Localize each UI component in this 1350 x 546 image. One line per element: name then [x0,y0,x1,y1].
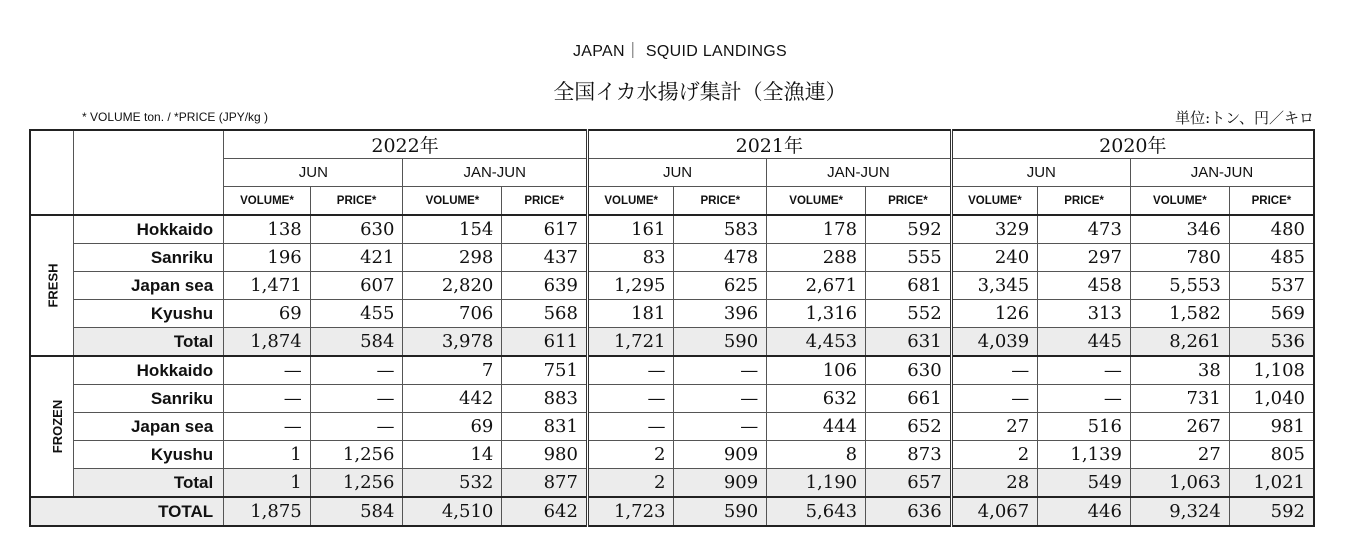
total-row [30,469,1314,498]
volume-cell: 2 [587,469,674,498]
price-cell: — [674,385,767,413]
price-cell: 630 [310,215,403,244]
table-row [30,300,1314,328]
volume-cell: 8,261 [1130,328,1229,357]
volume-cell: 346 [1130,215,1229,244]
price-cell: 446 [1038,497,1131,526]
report-title-ja: 全国イカ水揚げ集計（全漁連） [553,80,847,104]
price-cell: 909 [674,441,767,469]
price-cell: 805 [1229,441,1314,469]
col-volume: VOLUME* [1130,187,1229,216]
period-jun: JUN [951,159,1130,187]
corner-cell [30,130,73,159]
corner-cell [73,130,223,159]
year-2021: 2021年 [587,130,951,159]
volume-cell: 178 [767,215,866,244]
volume-cell: 4,039 [951,328,1038,357]
volume-cell: — [587,385,674,413]
col-price: PRICE* [1038,187,1131,216]
period-jan-jun: JAN-JUN [1130,159,1314,187]
region-label: Japan sea [73,413,223,441]
price-cell: 455 [310,300,403,328]
price-cell: 313 [1038,300,1131,328]
volume-cell: 28 [951,469,1038,498]
region-label: Kyushu [73,441,223,469]
price-cell: 537 [1229,272,1314,300]
price-cell: — [1038,385,1131,413]
price-cell: 569 [1229,300,1314,328]
volume-cell: 1,721 [587,328,674,357]
volume-cell: 181 [587,300,674,328]
price-cell: 751 [502,356,588,385]
price-cell: 617 [502,215,588,244]
price-cell: 568 [502,300,588,328]
volume-cell: 1,063 [1130,469,1229,498]
price-cell: — [674,413,767,441]
price-cell: 1,021 [1229,469,1314,498]
col-price: PRICE* [502,187,588,216]
section-label-frozen [30,356,73,497]
price-cell: 681 [866,272,952,300]
col-price: PRICE* [1229,187,1314,216]
price-cell: 590 [674,497,767,526]
price-cell: 1,108 [1229,356,1314,385]
section-label-text: FRESH [45,263,61,308]
report-title-en: JAPAN｜ SQUID LANDINGS [572,43,788,60]
price-cell: 552 [866,300,952,328]
price-cell: 584 [310,328,403,357]
corner-cell [73,159,223,187]
volume-cell: 9,324 [1130,497,1229,526]
volume-cell: 442 [403,385,502,413]
volume-cell: 1,471 [224,272,311,300]
price-cell: 1,256 [310,441,403,469]
period-jun: JUN [587,159,766,187]
price-cell: — [310,356,403,385]
price-cell: 583 [674,215,767,244]
squid-landings-table [29,129,1315,527]
year-2020: 2020年 [951,130,1314,159]
price-cell: 592 [1229,497,1314,526]
table-row [30,272,1314,300]
region-label: Hokkaido [73,215,223,244]
col-volume: VOLUME* [224,187,311,216]
col-price: PRICE* [674,187,767,216]
volume-cell: 83 [587,244,674,272]
year-header-row [30,130,1314,159]
volume-cell: 240 [951,244,1038,272]
price-cell: 516 [1038,413,1131,441]
volume-cell: 1,295 [587,272,674,300]
volume-cell: — [224,356,311,385]
volume-cell: 1,190 [767,469,866,498]
volume-cell: — [224,413,311,441]
col-volume: VOLUME* [403,187,502,216]
total-label: Total [73,469,223,498]
volume-cell: 706 [403,300,502,328]
section-label-text: FROZEN [50,399,66,454]
volume-cell: 4,067 [951,497,1038,526]
volume-cell: 106 [767,356,866,385]
volume-cell: 632 [767,385,866,413]
price-cell: 636 [866,497,952,526]
volume-cell: 14 [403,441,502,469]
period-header-row [30,159,1314,187]
volume-cell: 4,510 [403,497,502,526]
volume-cell: 2,820 [403,272,502,300]
price-cell: 652 [866,413,952,441]
price-cell: 630 [866,356,952,385]
volume-cell: 1,874 [224,328,311,357]
volume-cell: — [224,385,311,413]
volume-cell: 532 [403,469,502,498]
units-note: * VOLUME ton. / *PRICE (JPY/kg ) [82,110,269,124]
volume-cell: 288 [767,244,866,272]
price-cell: — [674,356,767,385]
price-cell: 909 [674,469,767,498]
price-cell: 625 [674,272,767,300]
volume-cell: 444 [767,413,866,441]
volume-cell: 27 [951,413,1038,441]
year-2022: 2022年 [224,130,588,159]
region-label: Sanriku [73,244,223,272]
price-cell: 1,139 [1038,441,1131,469]
price-cell: 297 [1038,244,1131,272]
volume-cell: 5,643 [767,497,866,526]
table-row [30,413,1314,441]
price-cell: 639 [502,272,588,300]
volume-cell: 3,345 [951,272,1038,300]
volume-cell: 38 [1130,356,1229,385]
volume-cell: 27 [1130,441,1229,469]
col-price: PRICE* [310,187,403,216]
col-volume: VOLUME* [767,187,866,216]
table-row [30,215,1314,244]
price-cell: 661 [866,385,952,413]
volume-cell: 2,671 [767,272,866,300]
volume-cell: 2 [951,441,1038,469]
grand-total-row [30,497,1314,526]
price-cell: 980 [502,441,588,469]
volume-cell: 161 [587,215,674,244]
price-cell: 1,040 [1229,385,1314,413]
corner-cell [30,159,73,187]
grand-total-label: TOTAL [30,497,224,526]
volume-cell: 731 [1130,385,1229,413]
period-jan-jun: JAN-JUN [403,159,587,187]
volume-cell: 3,978 [403,328,502,357]
price-cell: 473 [1038,215,1131,244]
price-cell: 584 [310,497,403,526]
price-cell: 485 [1229,244,1314,272]
price-cell: 458 [1038,272,1131,300]
volume-cell: 2 [587,441,674,469]
price-cell: 536 [1229,328,1314,357]
price-cell: 981 [1229,413,1314,441]
total-row [30,328,1314,357]
table-row [30,356,1314,385]
volume-cell: 1 [224,441,311,469]
price-cell: 480 [1229,215,1314,244]
region-label: Hokkaido [73,356,223,385]
price-cell: 592 [866,215,952,244]
volume-cell: 1 [224,469,311,498]
price-cell: 657 [866,469,952,498]
col-volume: VOLUME* [951,187,1038,216]
price-cell: — [1038,356,1131,385]
price-cell: 549 [1038,469,1131,498]
section-label-fresh [30,215,73,356]
column-header-row [30,187,1314,216]
region-label: Japan sea [73,272,223,300]
volume-cell: 7 [403,356,502,385]
volume-cell: 1,723 [587,497,674,526]
volume-cell: — [587,413,674,441]
price-cell: 873 [866,441,952,469]
units-note-ja: 単位:トン、円／キロ [1175,109,1314,127]
price-cell: 607 [310,272,403,300]
volume-cell: — [951,356,1038,385]
price-cell: 590 [674,328,767,357]
price-cell: 478 [674,244,767,272]
volume-cell: 126 [951,300,1038,328]
period-jan-jun: JAN-JUN [767,159,951,187]
price-cell: 831 [502,413,588,441]
volume-cell: 780 [1130,244,1229,272]
volume-cell: 267 [1130,413,1229,441]
region-label: Kyushu [73,300,223,328]
col-volume: VOLUME* [587,187,674,216]
volume-cell: — [587,356,674,385]
price-cell: 421 [310,244,403,272]
period-jun: JUN [224,159,403,187]
volume-cell: 8 [767,441,866,469]
col-price: PRICE* [866,187,952,216]
price-cell: 396 [674,300,767,328]
corner-cell [73,187,223,216]
price-cell: — [310,385,403,413]
price-cell: — [310,413,403,441]
price-cell: 1,256 [310,469,403,498]
table-row [30,244,1314,272]
volume-cell: 4,453 [767,328,866,357]
volume-cell: 1,316 [767,300,866,328]
volume-cell: 329 [951,215,1038,244]
price-cell: 883 [502,385,588,413]
price-cell: 631 [866,328,952,357]
table-row [30,441,1314,469]
table-row [30,385,1314,413]
volume-cell: 5,553 [1130,272,1229,300]
volume-cell: 1,875 [224,497,311,526]
price-cell: 437 [502,244,588,272]
volume-cell: 138 [224,215,311,244]
volume-cell: — [951,385,1038,413]
total-label: Total [73,328,223,357]
volume-cell: 69 [224,300,311,328]
volume-cell: 298 [403,244,502,272]
price-cell: 877 [502,469,588,498]
price-cell: 611 [502,328,588,357]
price-cell: 555 [866,244,952,272]
price-cell: 642 [502,497,588,526]
volume-cell: 154 [403,215,502,244]
price-cell: 445 [1038,328,1131,357]
corner-cell [30,187,73,216]
region-label: Sanriku [73,385,223,413]
volume-cell: 69 [403,413,502,441]
volume-cell: 196 [224,244,311,272]
volume-cell: 1,582 [1130,300,1229,328]
